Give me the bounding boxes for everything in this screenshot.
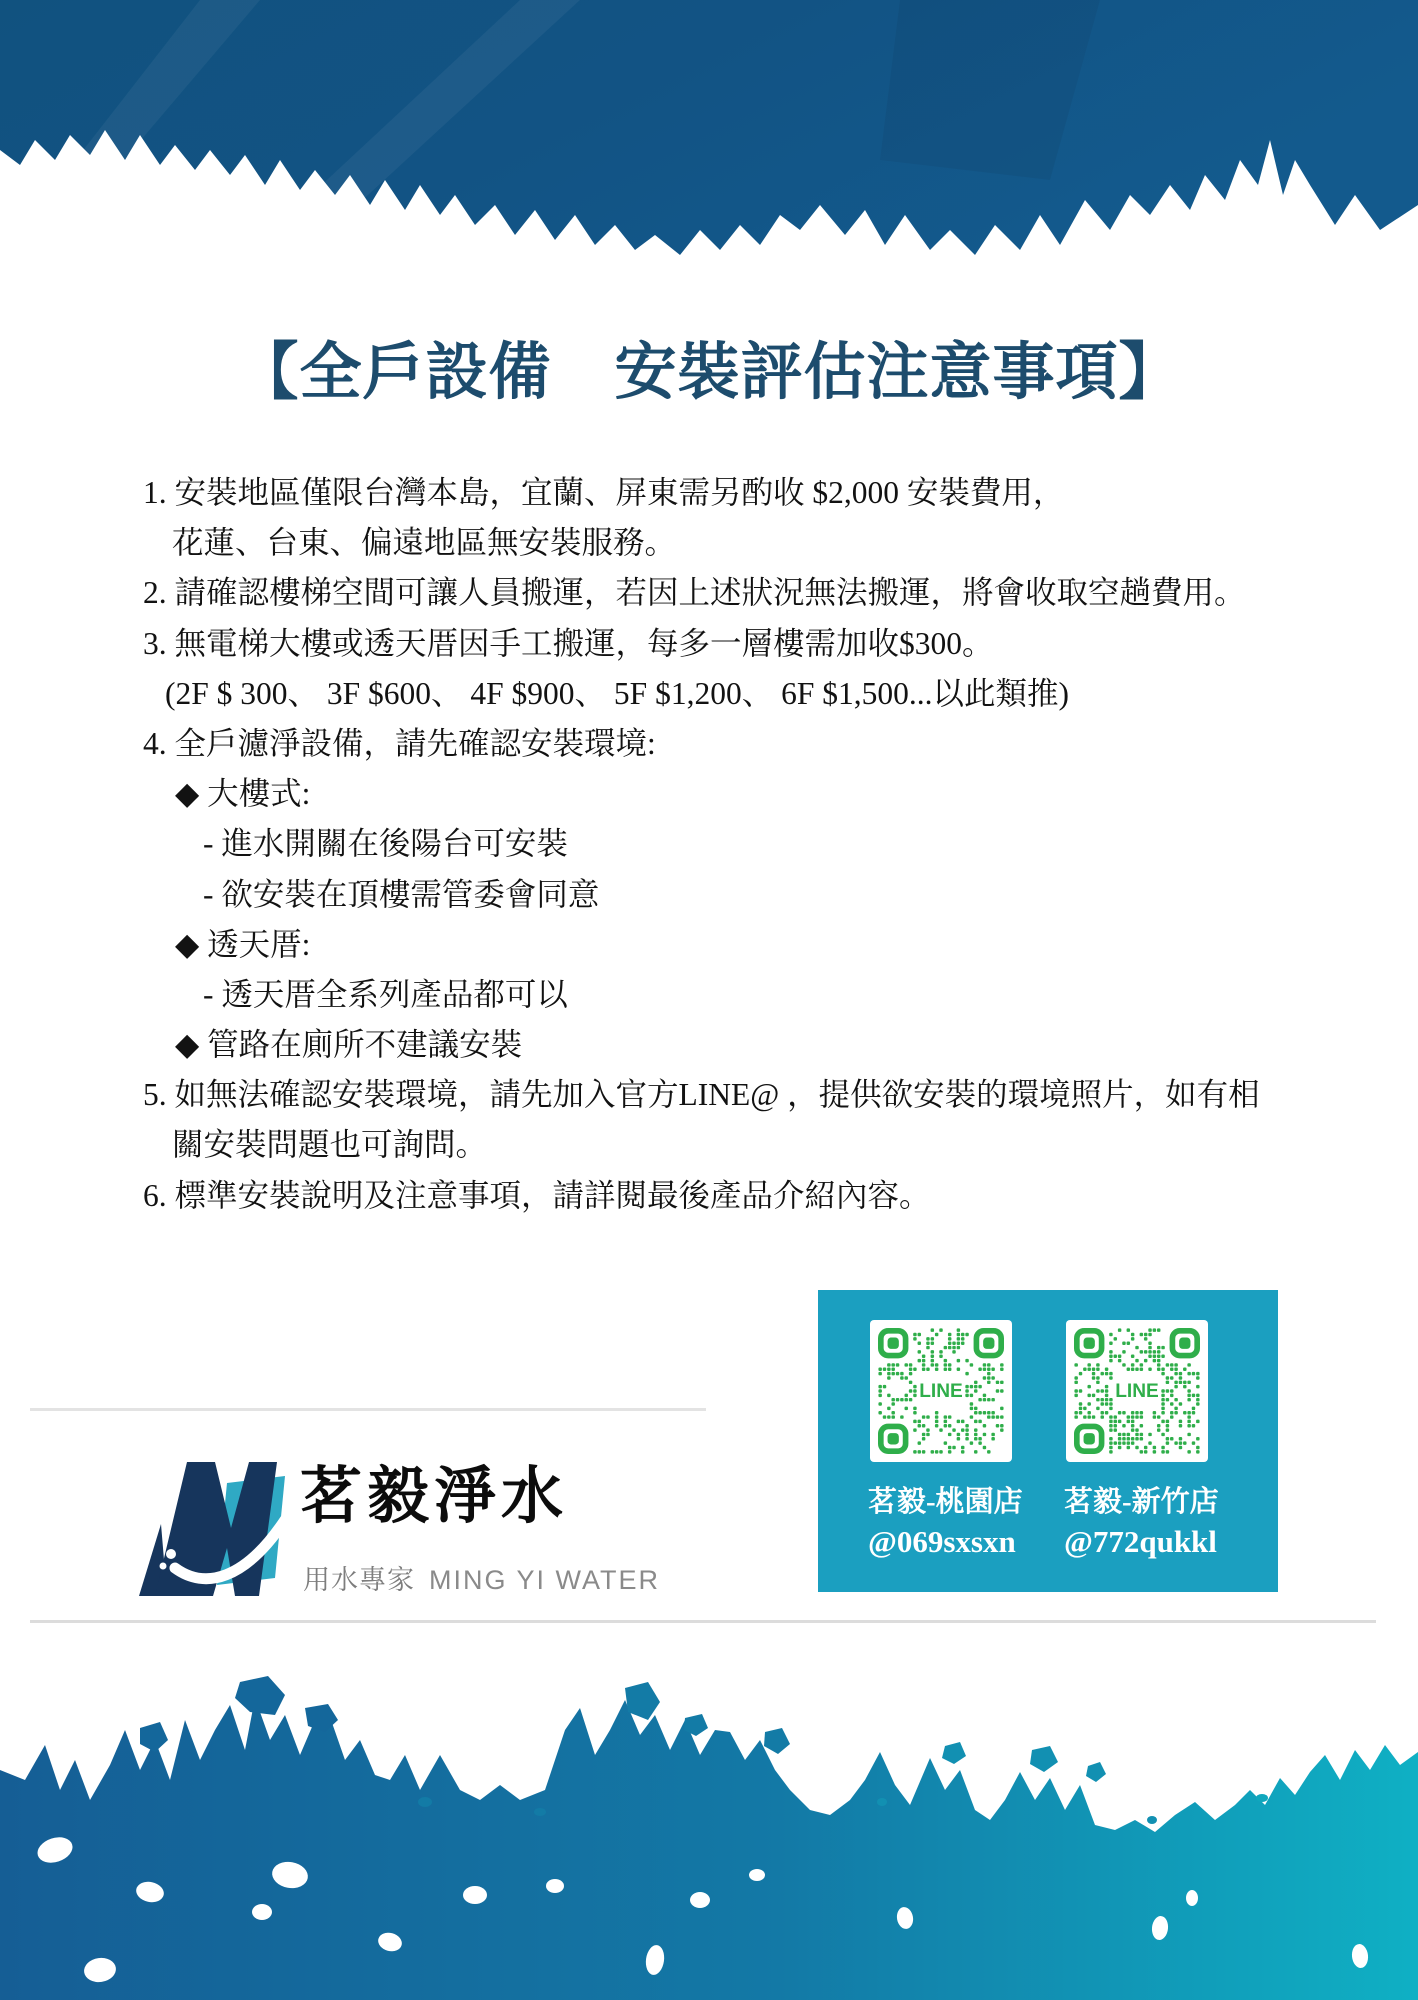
- note-line: 1. 安裝地區僅限台灣本島，宜蘭、屏東需另酌收 $2,000 安裝費用，: [143, 475, 1065, 510]
- note-line: - 進水開關在後陽台可安裝: [203, 826, 568, 862]
- note-line: (2F $ 300、 3F $600、 4F $900、 5F $1,200、 6F $1,500...以此類推): [165, 675, 1069, 711]
- note-line: - 欲安裝在頂樓需管委會同意: [203, 876, 600, 912]
- line-qr-center-label: LINE: [919, 1381, 963, 1403]
- brand-tagline: [303, 1558, 660, 1597]
- qr-code-hsinchu: [1066, 1320, 1208, 1462]
- brand-name: 茗毅淨水: [300, 1463, 569, 1531]
- store-handle: @069sxsxn: [868, 1524, 1016, 1559]
- top-watercolor-graphic: [0, 0, 1418, 270]
- note-line: 關安裝問題也可詢問。: [172, 1127, 488, 1163]
- store-taoyuan: [868, 1482, 1023, 1562]
- store-name: 茗毅-新竹店: [1064, 1486, 1219, 1518]
- note-line: 6. 標準安裝說明及注意事項，請詳閱最後產品介紹內容。: [143, 1177, 931, 1213]
- page-title: 【全戶設備 安裝評估注意事項】: [236, 339, 1182, 407]
- separator-above-logo: [30, 1408, 706, 1411]
- store-name: 茗毅-桃園店: [868, 1486, 1023, 1518]
- note-line: 5. 如無法確認安裝環境，請先加入官方LINE@ ，提供欲安裝的環境照片，如有相: [143, 1077, 1260, 1113]
- notes-list: [143, 468, 1333, 1221]
- bottom-watercolor-graphic: [0, 1660, 1418, 2000]
- note-line: 4. 全戶濾淨設備，請先確認安裝環境:: [143, 725, 656, 761]
- note-line: ◆ 大樓式:: [175, 776, 311, 812]
- ming-yi-logo-icon: [135, 1428, 295, 1603]
- brand-tagline-zh: 用水專家: [303, 1565, 415, 1595]
- store-handle: @772qukkl: [1064, 1524, 1217, 1559]
- brand-tagline-en: MING YI WATER: [429, 1565, 661, 1595]
- line-qr-center-label: LINE: [1115, 1381, 1159, 1403]
- note-line: ◆ 透天厝:: [175, 926, 311, 962]
- note-line: - 透天厝全系列產品都可以: [203, 976, 568, 1012]
- note-line: 花蓮、台東、偏遠地區無安裝服務。: [172, 525, 677, 561]
- note-line: ◆ 管路在廁所不建議安裝: [175, 1027, 523, 1063]
- qr-code-taoyuan: [870, 1320, 1012, 1462]
- store-hsinchu: [1064, 1482, 1219, 1562]
- note-line: 2. 請確認樓梯空間可讓人員搬運，若因上述狀況無法搬運，將會收取空趟費用。: [143, 575, 1246, 611]
- separator-below-footer: [30, 1620, 1376, 1623]
- note-line: 3. 無電梯大樓或透天厝因手工搬運，每多一層樓需加收$300。: [143, 625, 994, 661]
- line-contact-card: [818, 1290, 1278, 1592]
